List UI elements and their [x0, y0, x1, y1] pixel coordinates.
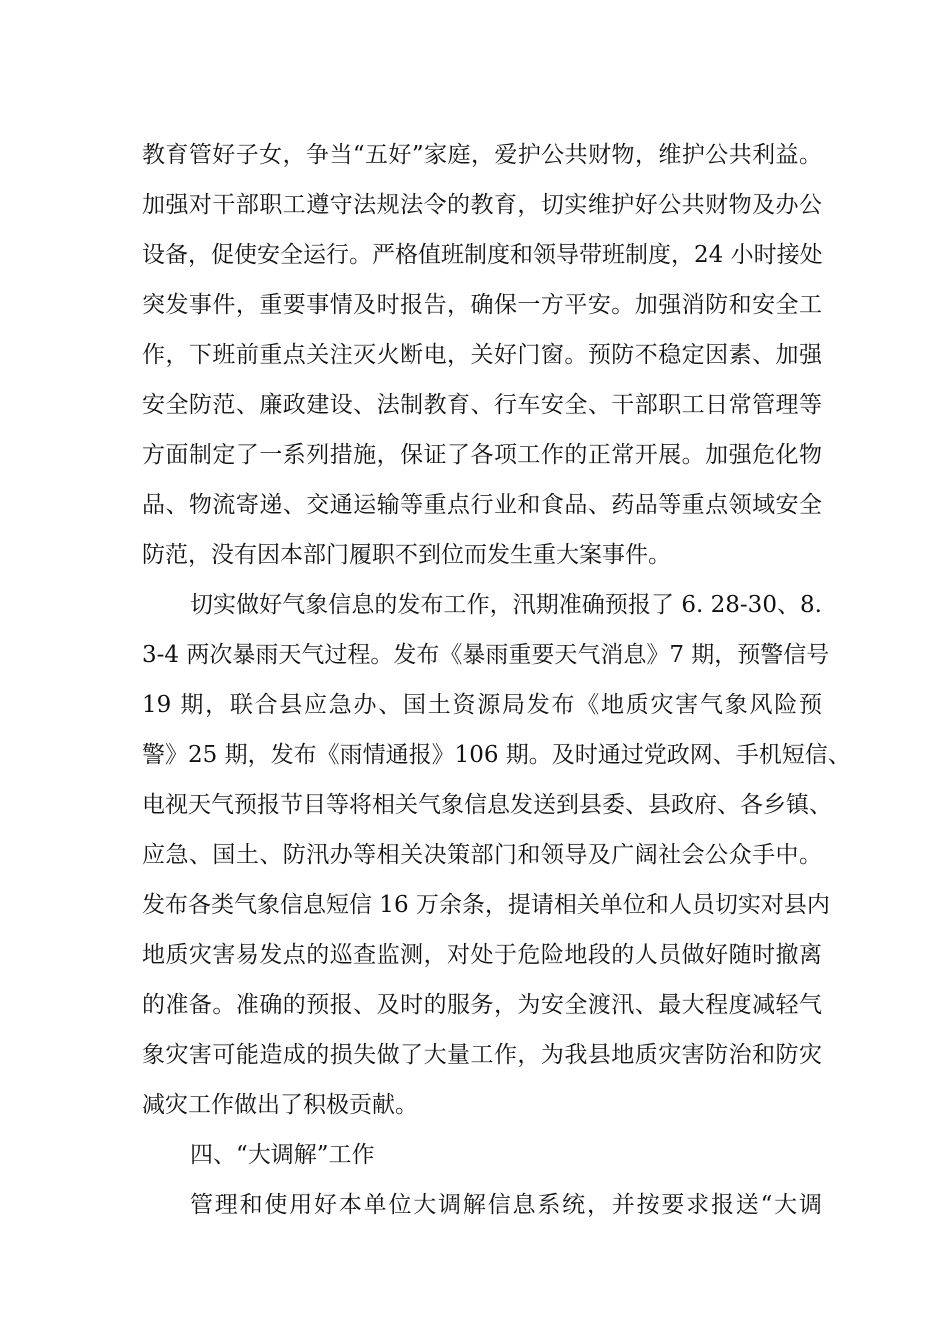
paragraph-line: 电视天气预报节目等将相关气象信息发送到县委、县政府、各乡镇、	[142, 792, 832, 818]
paragraph-line: 象灾害可能造成的损失做了大量工作，为我县地质灾害防治和防灾	[142, 1042, 822, 1068]
paragraph-line: 防范，没有因本部门履职不到位而发生重大案事件。	[142, 542, 671, 568]
paragraph-line: 教育管好子女，争当“五好”家庭，爱护公共财物，维护公共利益。	[142, 142, 822, 168]
paragraph-line: 地质灾害易发点的巡查监测，对处于危险地段的人员做好随时撤离	[142, 942, 822, 968]
paragraph-line: 方面制定了一系列措施，保证了各项工作的正常开展。加强危化物	[142, 442, 822, 468]
paragraph-line: 的准备。准确的预报、及时的服务，为安全渡汛、最大程度减轻气	[142, 992, 822, 1018]
paragraph-line: 警》25 期，发布《雨情通报》106 期。及时通过党政网、手机短信、	[142, 742, 851, 768]
paragraph-line: 安全防范、廉政建设、法制教育、行车安全、干部职工日常管理等	[142, 392, 822, 418]
paragraph-line: 发布各类气象信息短信 16 万余条，提请相关单位和人员切实对县内	[142, 892, 830, 918]
paragraph-line: 管理和使用好本单位大调解信息系统，并按要求报送“大调	[190, 1192, 822, 1218]
paragraph-line: 设备，促使安全运行。严格值班制度和领导带班制度，24 小时接处	[142, 242, 823, 268]
section-heading: 四、“大调解”工作	[190, 1142, 375, 1168]
paragraph-line: 切实做好气象信息的发布工作，汛期准确预报了 6. 28-30、8.	[190, 592, 822, 618]
paragraph-line: 加强对干部职工遵守法规法令的教育，切实维护好公共财物及办公	[142, 192, 822, 218]
paragraph-line: 作，下班前重点关注灭火断电，关好门窗。预防不稳定因素、加强	[142, 342, 822, 368]
paragraph-line: 品、物流寄递、交通运输等重点行业和食品、药品等重点领域安全	[142, 492, 822, 518]
paragraph-line: 突发事件，重要事情及时报告，确保一方平安。加强消防和安全工	[142, 292, 822, 318]
paragraph-line: 减灾工作做出了积极贡献。	[142, 1092, 418, 1118]
paragraph-line: 3-4 两次暴雨天气过程。发布《暴雨重要天气消息》7 期，预警信号	[142, 642, 830, 668]
paragraph-line: 19 期，联合县应急办、国土资源局发布《地质灾害气象风险预	[142, 692, 822, 718]
paragraph-line: 应急、国土、防汛办等相关决策部门和领导及广阔社会公众手中。	[142, 842, 822, 868]
